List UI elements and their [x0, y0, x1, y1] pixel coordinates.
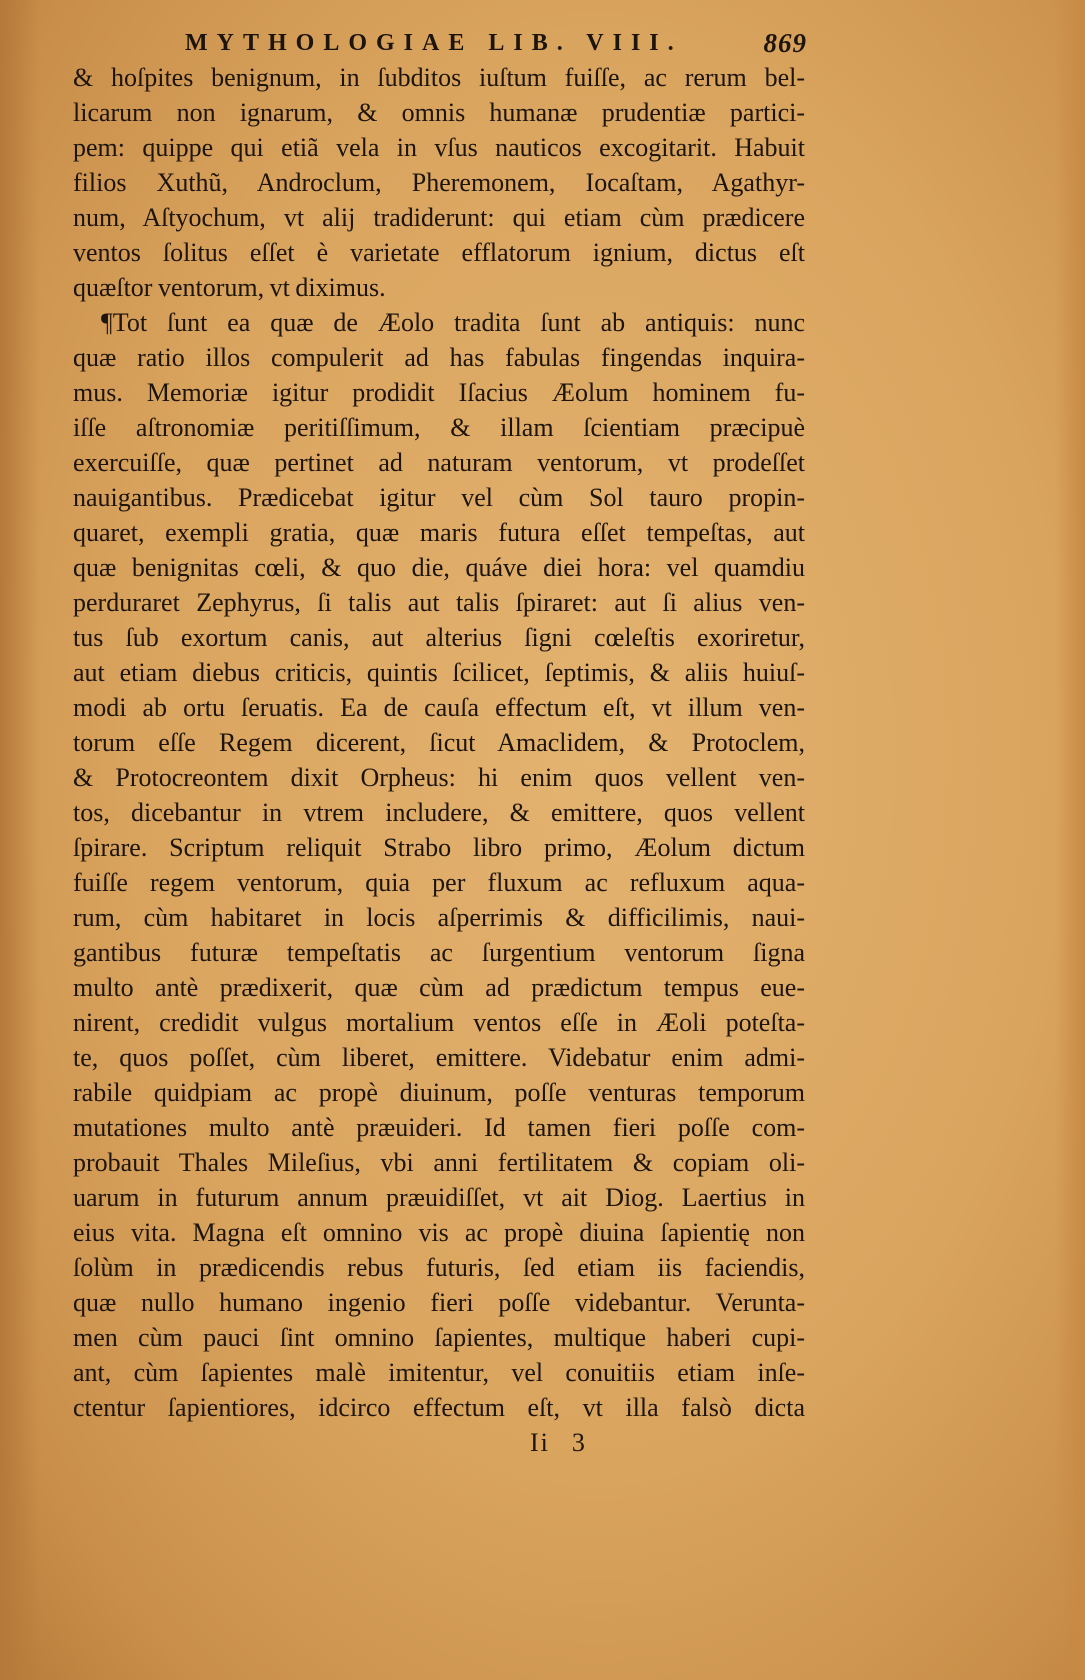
signature-number: 3 [571, 1428, 587, 1457]
text-line: exercuiſſe, quæ pertinet ad naturam ventorum, vt prodeſſet [73, 448, 805, 477]
text-line: quaret, exempli gratia, quæ maris futura eſſet tempeſtas, aut [73, 518, 805, 547]
text-line: filios Xuthũ, Androclum, Pheremonem, Iocaſtam, Agathyr- [73, 168, 805, 197]
text-line: ventos ſolitus eſſet è varietate efflatorum ignium, dictus eſt [73, 238, 805, 267]
text-line: ¶Tot ſunt ea quæ de Æolo tradita ſunt ab antiquis: nunc [101, 308, 805, 337]
page-number: 869 [763, 28, 807, 58]
text-line: ant, cùm ſapientes malè imitentur, vel conuitiis etiam inſe- [73, 1358, 805, 1387]
text-line: licarum non ignarum, & omnis humanæ prudentiæ partici- [73, 98, 805, 127]
text-line: quæ nullo humano ingenio fieri poſſe videbantur. Verunta- [73, 1288, 805, 1317]
text-line: & Protocreontem dixit Orpheus: hi enim quos vellent ven- [73, 763, 805, 792]
text-line: eius vita. Magna eſt omnino vis ac propè diuina ſapientię non [73, 1218, 805, 1247]
text-line: nauigantibus. Prædicebat igitur vel cùm Sol tauro propin- [73, 483, 805, 512]
text-line: quæ ratio illos compulerit ad has fabulas fingendas inquira- [73, 343, 805, 372]
page-header [185, 30, 807, 62]
text-line: & hoſpites benignum, in ſubditos iuſtum fuiſſe, ac rerum bel- [73, 63, 805, 92]
text-line: modi ab ortu ſeruatis. Ea de cauſa effectum eſt, vt illum ven- [73, 693, 805, 722]
text-line: quæ benignitas cœli, & quo die, quáve diei hora: vel quamdiu [73, 553, 805, 582]
text-line: men cùm pauci ſint omnino ſapientes, multique haberi cupi- [73, 1323, 805, 1352]
text-line: tus ſub exortum canis, aut alterius ſigni cœleſtis exoriretur, [73, 623, 805, 652]
text-line: ſolùm in prædicendis rebus futuris, ſed etiam iis faciendis, [73, 1253, 805, 1282]
printer-signature [530, 1428, 587, 1458]
text-line: num, Aſtyochum, vt alij tradiderunt: qui etiam cùm prædicere [73, 203, 805, 232]
body-text [73, 60, 805, 1425]
text-line: pem: quippe qui etiã vela in vſus nauticos excogitarit. Habuit [73, 133, 805, 162]
text-line: gantibus futuræ tempeſtatis ac ſurgentium ventorum ſigna [73, 938, 805, 967]
text-line: fuiſſe regem ventorum, quia per fluxum ac refluxum aqua- [73, 868, 805, 897]
text-line: nirent, credidit vulgus mortalium ventos eſſe in Æoli poteſta- [73, 1008, 805, 1037]
text-line: quæſtor ventorum, vt diximus. [73, 273, 386, 302]
text-line: te, quos poſſet, cùm liberet, emittere. Videbatur enim admi- [73, 1043, 805, 1072]
text-line: ſpirare. Scriptum reliquit Strabo libro primo, Æolum dictum [73, 833, 805, 862]
text-line: ctentur ſapientiores, idcirco effectum eſt, vt illa falsò dicta [73, 1393, 805, 1422]
text-line: torum eſſe Regem dicerent, ſicut Amaclidem, & Protoclem, [73, 728, 805, 757]
text-line: mutationes multo antè præuideri. Id tamen fieri poſſe com- [73, 1113, 805, 1142]
page-edge-shadow-left [0, 0, 40, 1680]
page-edge-shadow-right [1055, 0, 1085, 1680]
text-line: perduraret Zephyrus, ſi talis aut talis ſpiraret: aut ſi alius ven- [73, 588, 805, 617]
text-line: mus. Memoriæ igitur prodidit Iſacius Æolum hominem fu- [73, 378, 805, 407]
text-line: tos, dicebantur in vtrem includere, & emittere, quos vellent [73, 798, 805, 827]
text-line: aut etiam diebus criticis, quintis ſcilicet, ſeptimis, & aliis huiuſ- [73, 658, 805, 687]
text-line: rabile quidpiam ac propè diuinum, poſſe venturas temporum [73, 1078, 805, 1107]
text-line: multo antè prædixerit, quæ cùm ad prædictum tempus eue- [73, 973, 805, 1002]
text-line: rum, cùm habitaret in locis aſperrimis & difficilimis, naui- [73, 903, 805, 932]
text-line: iſſe aſtronomiæ peritiſſimum, & illam ſcientiam præcipuè [73, 413, 805, 442]
text-line: probauit Thales Mileſius, vbi anni fertilitatem & copiam oli- [73, 1148, 805, 1177]
running-title: MYTHOLOGIAE LIB. VIII. [185, 30, 683, 56]
text-line: uarum in futurum annum præuidiſſet, vt ait Diog. Laertius in [73, 1183, 805, 1212]
signature-mark: Ii [530, 1428, 550, 1457]
